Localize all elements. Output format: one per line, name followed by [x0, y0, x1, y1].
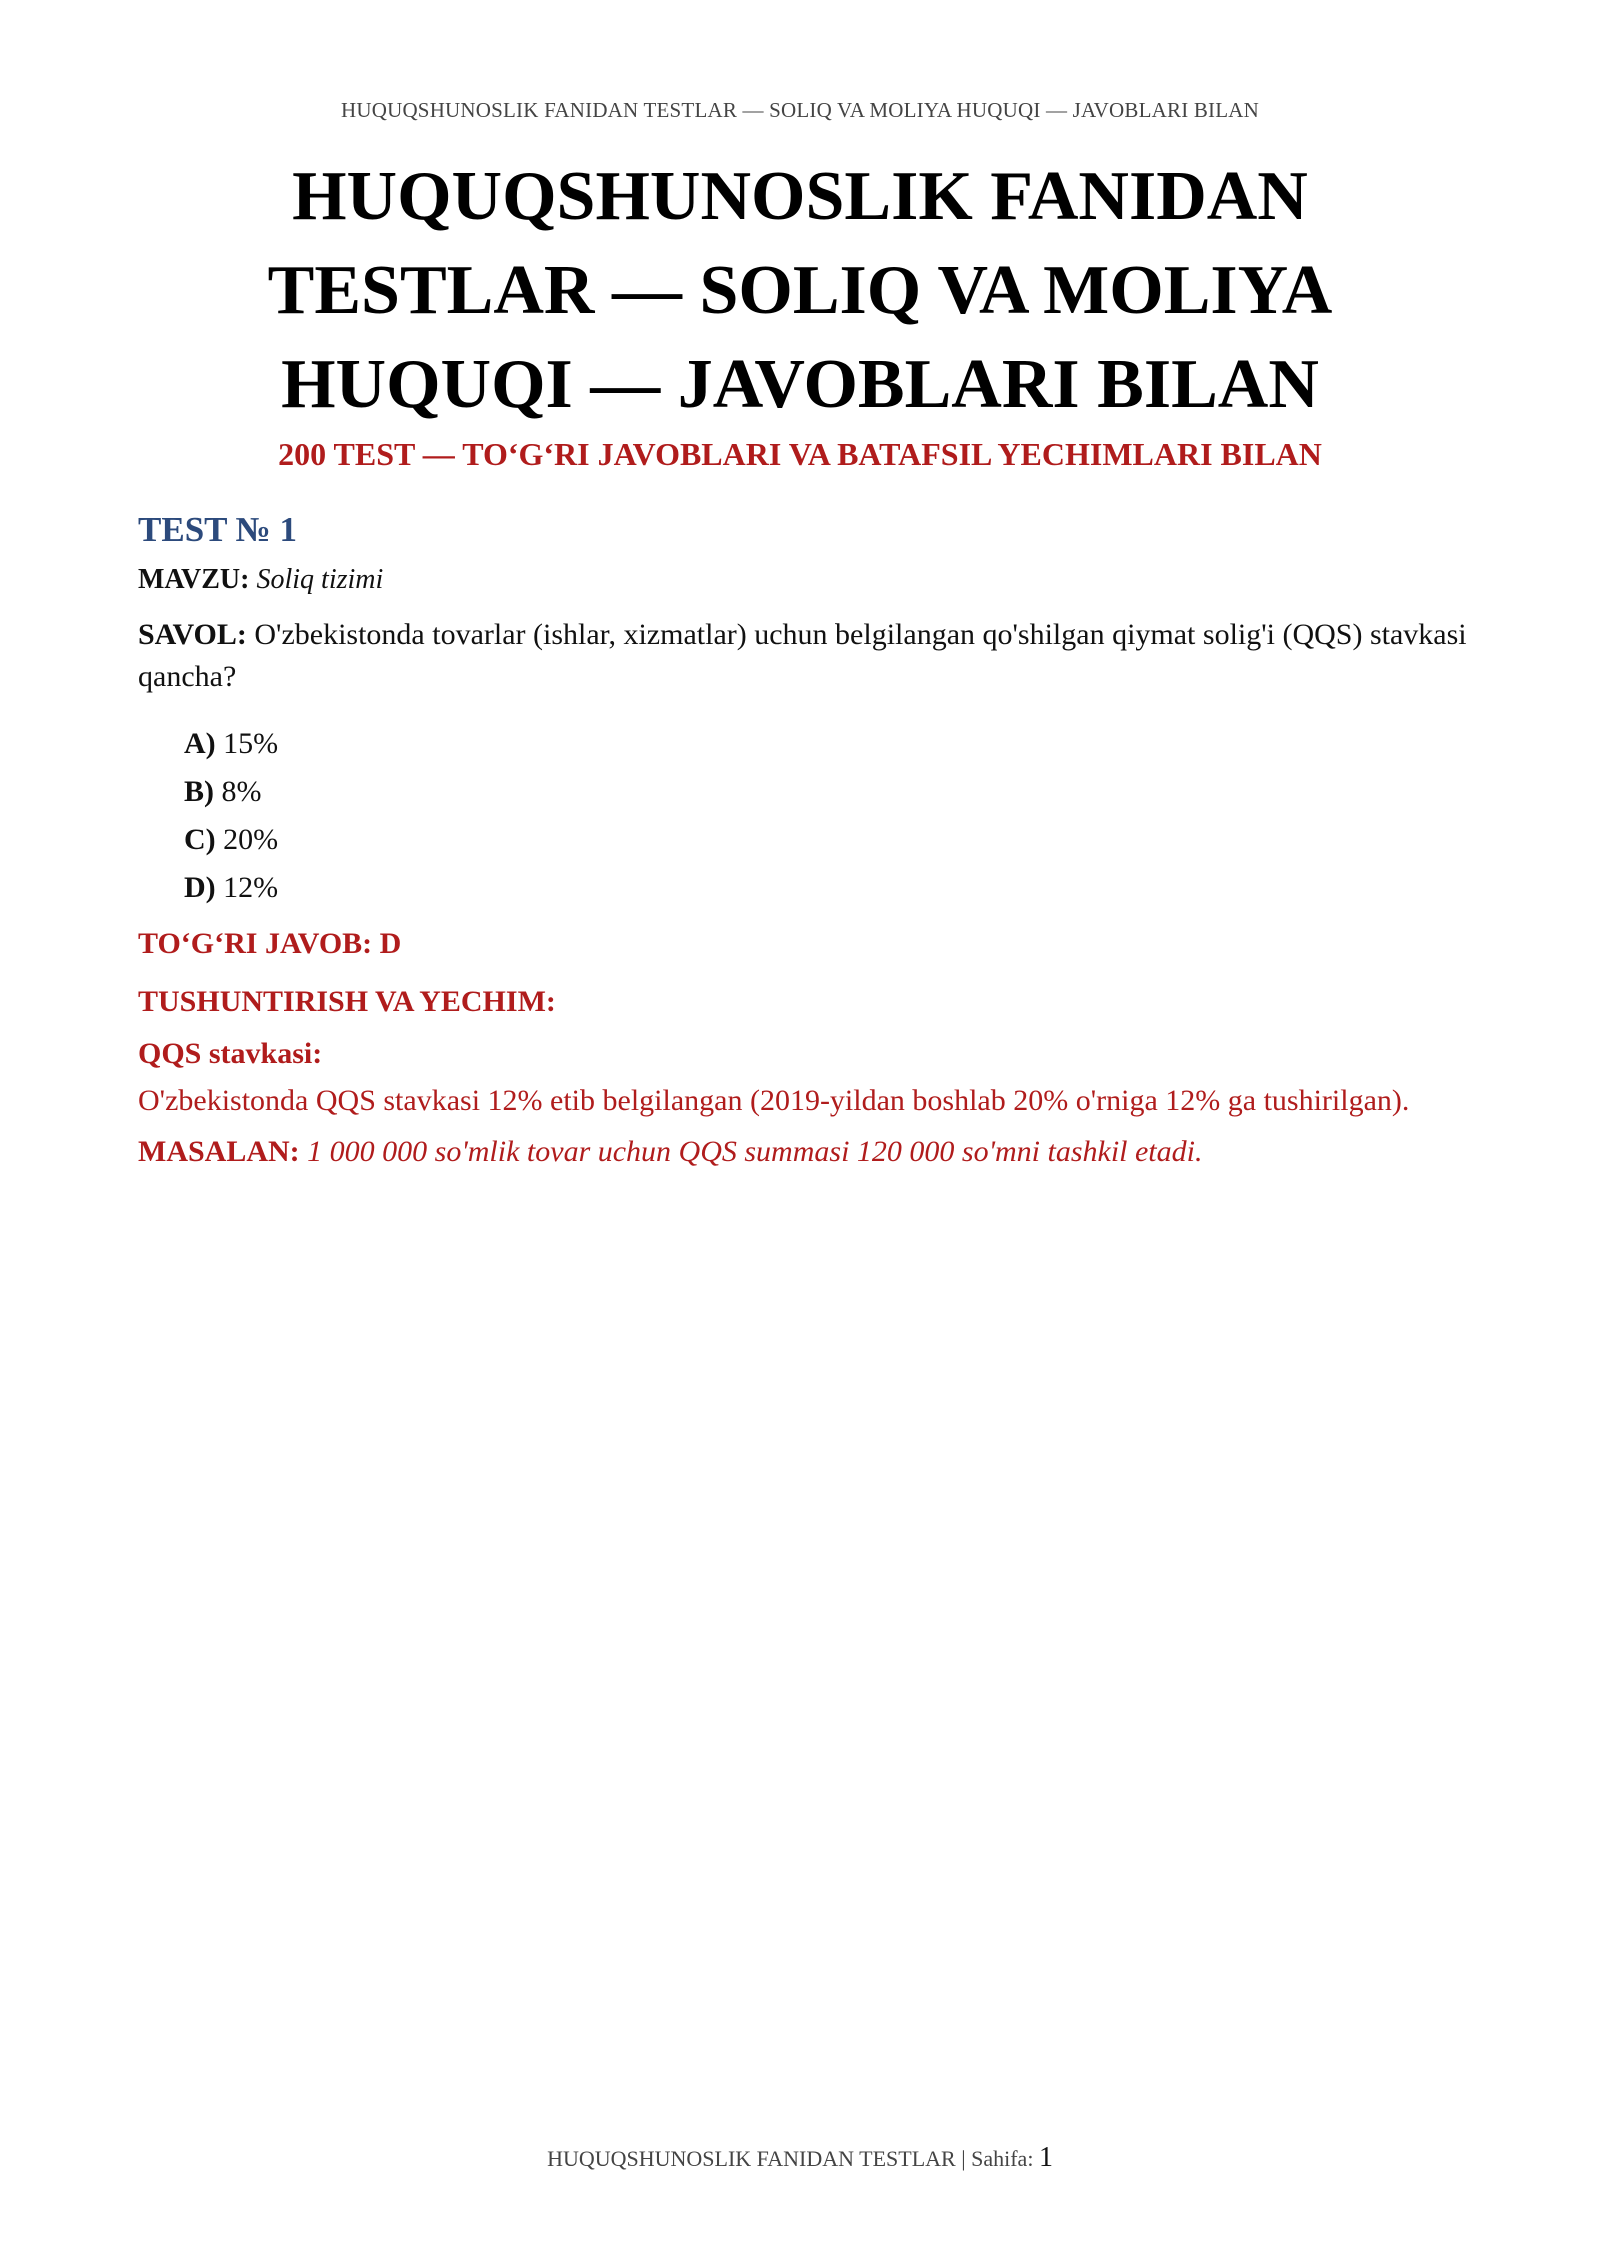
running-header: HUQUQSHUNOSLIK FANIDAN TESTLAR — SOLIQ VA MOLIYA HUQUQI — JAVOBLARI BILAN — [340, 98, 1260, 122]
footer-page-label: Sahifa: — [971, 2146, 1034, 2171]
example-text: 1 000 000 so'mlik tovar uchun QQS summasi 120 000 so'mni tashkil etadi. — [307, 1135, 1203, 1168]
example — [138, 1130, 1468, 1174]
option-text: 15% — [223, 727, 279, 760]
page-footer — [0, 2142, 1600, 2174]
option-text: 8% — [221, 775, 262, 808]
footer-title: HUQUQSHUNOSLIK FANIDAN TESTLAR — [547, 2146, 956, 2171]
option-text: 12% — [223, 871, 279, 904]
explanation-text: O'zbekistonda QQS stavkasi 12% etib belgilangan (2019-yildan boshlab 20% o'rniga 12% ga tushirilgan). — [138, 1084, 1410, 1117]
topic-label: MAVZU: — [138, 564, 250, 595]
document-subtitle: 200 TEST — TO‘G‘RI JAVOBLARI VA BATAFSIL YECHIMLARI BILAN — [278, 436, 1322, 472]
option-text: 20% — [223, 823, 279, 856]
option-b — [184, 768, 1468, 816]
option-d — [184, 864, 1468, 912]
correct-answer: TO‘G‘RI JAVOB: D — [138, 927, 402, 960]
document-title: HUQUQSHUNOSLIK FANIDAN TESTLAR — SOLIQ VA MOLIYA HUQUQI — JAVOBLARI BILAN — [267, 158, 1333, 423]
topic-value: Soliq tizimi — [256, 564, 384, 595]
test-block — [138, 506, 1468, 1174]
option-a — [184, 720, 1468, 768]
question-text: O'zbekistonda tovarlar (ishlar, xizmatlar) uchun belgilangan qo'shilgan qiymat solig'i (QQS) stavkasi qancha? — [138, 618, 1467, 693]
option-c — [184, 816, 1468, 864]
option-letter: D) — [184, 871, 216, 904]
option-letter: C) — [184, 823, 216, 856]
explanation-heading: TUSHUNTIRISH VA YECHIM: — [138, 985, 556, 1018]
test-number-heading: TEST № 1 — [138, 510, 298, 549]
option-letter: A) — [184, 727, 216, 760]
page-number: 1 — [1038, 2142, 1053, 2173]
example-label: MASALAN: — [138, 1135, 300, 1168]
answer-options — [138, 720, 1468, 912]
topic-line — [138, 560, 1468, 600]
footer-separator: | — [961, 2146, 966, 2171]
explanation-subheading: QQS stavkasi: — [138, 1037, 323, 1070]
question — [138, 614, 1468, 698]
question-label: SAVOL: — [138, 618, 247, 651]
option-letter: B) — [184, 775, 214, 808]
